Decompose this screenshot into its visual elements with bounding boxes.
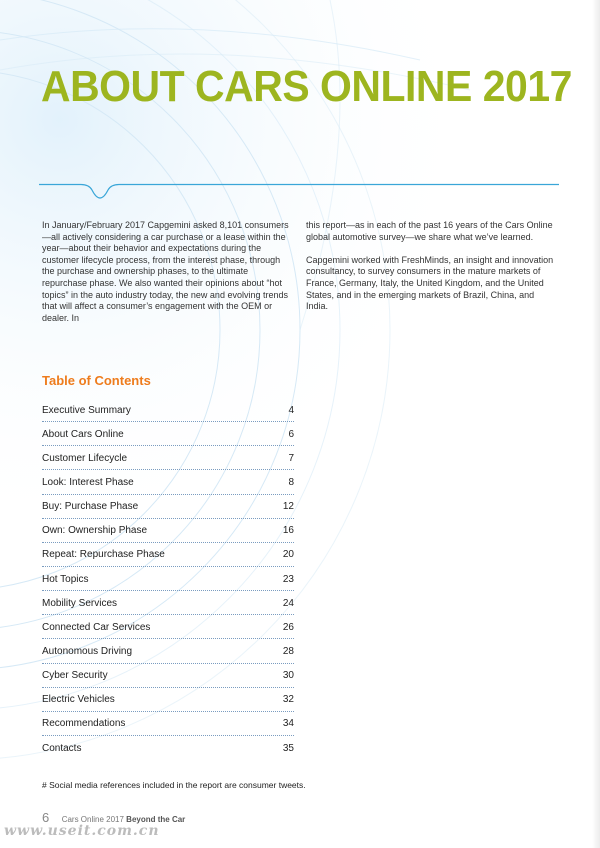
toc-entry-label: Contacts: [42, 743, 82, 755]
toc-entry-label: Executive Summary: [42, 404, 131, 416]
toc-entry-mobility-services[interactable]: [42, 591, 294, 615]
toc-entry-label: Buy: Purchase Phase: [42, 501, 139, 513]
toc-entry-page: 8: [288, 476, 294, 488]
toc-entry-page: 20: [282, 549, 294, 561]
toc-entry-page: 16: [282, 525, 294, 537]
toc-entry-hot-topics[interactable]: [42, 567, 294, 591]
toc-entry-label: About Cars Online: [42, 428, 124, 440]
toc-entry-about-cars-online[interactable]: [42, 422, 294, 446]
toc-entry-page: 12: [282, 501, 294, 513]
toc-entry-page: 34: [282, 718, 294, 730]
intro-paragraph: Capgemini worked with FreshMinds, an insight and innovation consultancy, to survey consumers in the mature markets of France, Germany, Italy, the United Kingdom, and the United States, and in the emerging markets of Brazil, China, and India.: [306, 254, 554, 312]
page-title: ABOUT CARS ONLINE 2017: [41, 62, 572, 111]
toc-entry-page: 30: [282, 670, 294, 682]
intro-paragraph: In January/February 2017 Capgemini asked 8,101 consumers—all actively considering a car purchase or a lease within the year—about their behavior and expectations during the customer lifecycle process, from the interest phase, through the purchase and ownership phases, to the ultimate repurchase phase. We also wanted their opinions about “hot topics” in the auto industry today, the new and evolving trends that will affect a consumer’s engagement with the OEM or dealer. In: [42, 220, 289, 323]
toc-entry-cyber-security[interactable]: [42, 664, 294, 688]
toc-entry-label: Cyber Security: [42, 670, 108, 682]
toc-entry-label: Hot Topics: [42, 573, 89, 585]
page-edge-shadow: [592, 0, 600, 848]
toc-entry-electric-vehicles[interactable]: [42, 688, 294, 712]
toc-entry-page: 35: [282, 743, 294, 755]
toc-entry-contacts[interactable]: [42, 736, 294, 760]
toc-entry-page: 28: [282, 645, 294, 657]
page-number: 6: [42, 810, 50, 825]
toc-entry-customer-lifecycle[interactable]: [42, 446, 294, 470]
toc-entry-connected-car-services[interactable]: [42, 615, 294, 639]
toc-entry-interest-phase[interactable]: [42, 470, 294, 494]
toc-entry-label: Electric Vehicles: [42, 694, 115, 706]
toc-entry-label: Mobility Services: [42, 597, 118, 609]
toc-entry-repurchase-phase[interactable]: [42, 543, 294, 567]
toc-entry-label: Own: Ownership Phase: [42, 525, 148, 537]
intro-column-left: [42, 220, 294, 336]
toc-entry-page: 26: [282, 621, 294, 633]
toc-entry-label: Customer Lifecycle: [42, 452, 128, 464]
toc-heading: Table of Contents: [42, 373, 151, 388]
toc-entry-ownership-phase[interactable]: [42, 519, 294, 543]
section-divider: [39, 174, 559, 204]
toc-entry-executive-summary[interactable]: [42, 398, 294, 422]
toc-entry-page: 24: [282, 597, 294, 609]
toc-entry-page: 32: [282, 694, 294, 706]
toc-entry-recommendations[interactable]: [42, 712, 294, 736]
toc-entry-page: 4: [288, 404, 294, 416]
toc-entry-page: 6: [288, 428, 294, 440]
publication-subtitle: Beyond the Car: [126, 815, 186, 824]
toc-entry-label: Connected Car Services: [42, 621, 151, 633]
publication-name: Cars Online 2017: [61, 815, 127, 824]
toc-entry-label: Autonomous Driving: [42, 645, 133, 657]
table-of-contents: [42, 398, 294, 760]
toc-entry-purchase-phase[interactable]: [42, 495, 294, 519]
watermark: www.useit.com.cn: [4, 823, 160, 839]
toc-entry-label: Recommendations: [42, 718, 126, 730]
footnote: # Social media references included in the report are consumer tweets.: [42, 780, 306, 790]
toc-entry-label: Repeat: Repurchase Phase: [42, 549, 165, 561]
toc-entry-page: 23: [282, 573, 294, 585]
toc-entry-label: Look: Interest Phase: [42, 476, 134, 488]
intro-paragraph: this report—as in each of the past 16 years of the Cars Online global automotive survey—we share what we’ve learned.: [306, 220, 553, 242]
toc-entry-autonomous-driving[interactable]: [42, 639, 294, 663]
toc-entry-page: 7: [288, 452, 294, 464]
intro-column-right: [306, 220, 558, 324]
